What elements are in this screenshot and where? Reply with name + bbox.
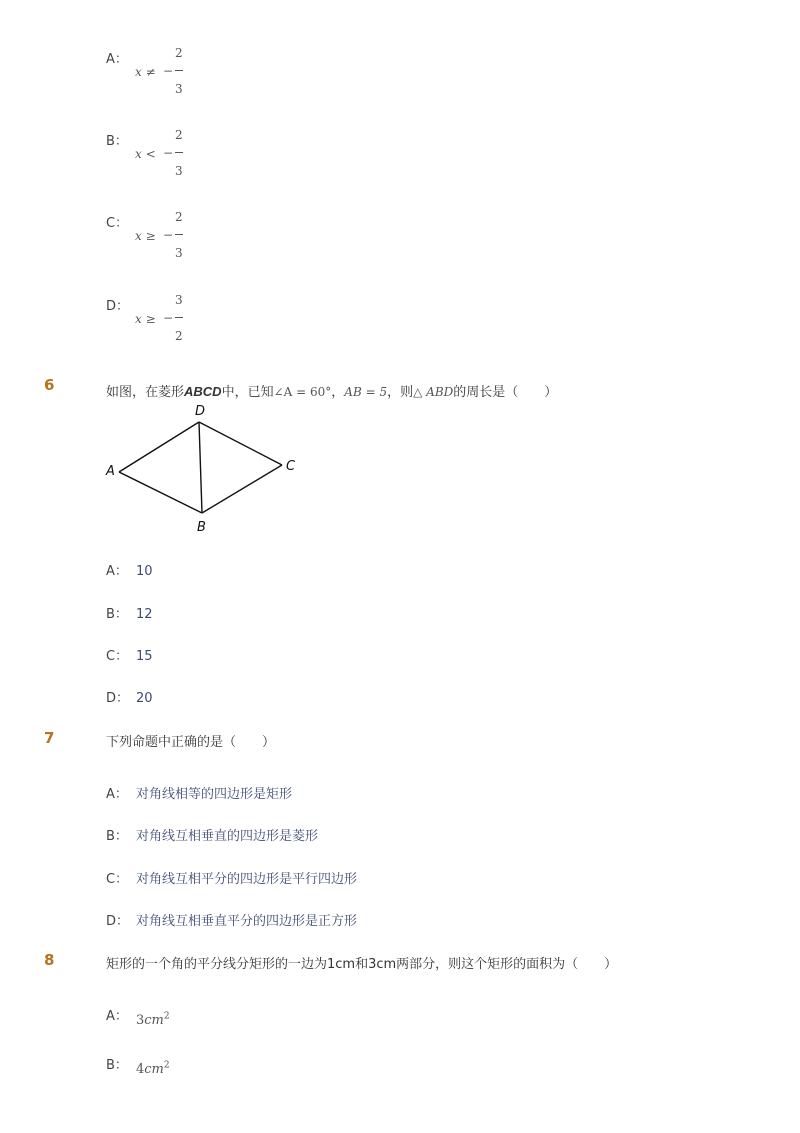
option-label: D： (106, 691, 130, 706)
vertex-label-a: A (106, 464, 115, 479)
option-value: 对角线互相垂直的四边形是菱形 (136, 829, 319, 844)
option-value: 20 (136, 691, 153, 706)
question-text: 如图，在菱形ABCD中，已知∠A = 60°，AB = 5，则△ ABD的周长是（ ） (106, 384, 558, 400)
q5-option-b[interactable] (106, 130, 226, 190)
vertex-label-c: C (286, 459, 296, 474)
angle-expression: ∠A = 60° (273, 385, 332, 399)
question-number: 8 (44, 951, 55, 969)
option-value: 15 (136, 649, 153, 664)
shape-name: ABCD (184, 384, 222, 399)
math-expression: x ≥ (135, 229, 156, 243)
q6-option-a[interactable] (106, 560, 153, 579)
edge-cb (202, 465, 282, 513)
q8-option-b[interactable] (106, 1054, 170, 1077)
rhombus-figure (100, 400, 310, 540)
edge-dc (199, 422, 282, 465)
fraction-bar (175, 317, 183, 318)
option-value: 对角线互相平分的四边形是平行四边形 (136, 872, 358, 887)
option-label: A： (106, 52, 128, 67)
option-label: A： (106, 1009, 128, 1024)
area-expression: $4cm^2$ (136, 1060, 170, 1077)
option-value: 对角线互相垂直平分的四边形是正方形 (136, 914, 358, 929)
q8-option-a[interactable] (106, 1005, 170, 1028)
q5-option-d[interactable] (106, 295, 226, 355)
math-expression: x ≥ (135, 312, 156, 326)
q5-option-a[interactable] (106, 48, 226, 108)
q5-option-c[interactable] (106, 212, 226, 272)
minus-sign: − (163, 64, 174, 78)
option-label: D： (106, 914, 130, 929)
option-value: 12 (136, 607, 153, 622)
fraction-bar (175, 70, 183, 71)
q7-option-d[interactable] (106, 910, 357, 929)
option-label: A： (106, 564, 128, 579)
question-text: 下列命题中正确的是（ ） (106, 735, 276, 750)
fraction-denominator: 2 (175, 329, 183, 343)
edge-ba (119, 472, 202, 513)
q6-option-d[interactable] (106, 687, 153, 706)
option-label: D： (106, 299, 130, 314)
option-label: A： (106, 787, 128, 802)
fraction-denominator: 3 (175, 246, 183, 260)
diagonal-db (199, 422, 202, 513)
fraction-numerator: 2 (175, 210, 183, 224)
fraction-numerator: 2 (175, 128, 183, 142)
fraction-numerator: 3 (175, 293, 183, 307)
q7-option-b[interactable] (106, 825, 318, 844)
q6-option-b[interactable] (106, 603, 153, 622)
math-expression: x < (135, 147, 156, 161)
option-label: B： (106, 1058, 128, 1073)
triangle-expression: △ ABD (413, 385, 454, 399)
q6-option-c[interactable] (106, 645, 153, 664)
question-text: 矩形的一个角的平分线分矩形的一边为1cm和3cm两部分，则这个矩形的面积为（ ） (106, 957, 618, 972)
option-label: C： (106, 649, 129, 664)
vertex-label-d: D (195, 404, 206, 419)
question-number: 6 (44, 376, 55, 394)
math-expression: x ≠ (135, 65, 156, 79)
option-value: 10 (136, 564, 153, 579)
q7-option-a[interactable] (106, 783, 292, 802)
edge-ad (119, 422, 199, 472)
minus-sign: − (163, 228, 174, 242)
q7-option-c[interactable] (106, 868, 357, 887)
question-number: 7 (44, 729, 55, 747)
option-label: C： (106, 872, 129, 887)
fraction-denominator: 3 (175, 164, 183, 178)
minus-sign: − (163, 146, 174, 160)
fraction-numerator: 2 (175, 46, 183, 60)
option-label: C： (106, 216, 129, 231)
vertex-label-b: B (197, 520, 206, 535)
minus-sign: − (163, 311, 174, 325)
fraction-denominator: 3 (175, 82, 183, 96)
option-label: B： (106, 134, 128, 149)
length-expression: AB = 5 (344, 385, 388, 399)
area-expression: $3cm^2$ (136, 1011, 170, 1028)
option-value: 对角线相等的四边形是矩形 (136, 787, 293, 802)
option-label: B： (106, 829, 128, 844)
fraction-bar (175, 152, 183, 153)
option-label: B： (106, 607, 128, 622)
fraction-bar (175, 234, 183, 235)
